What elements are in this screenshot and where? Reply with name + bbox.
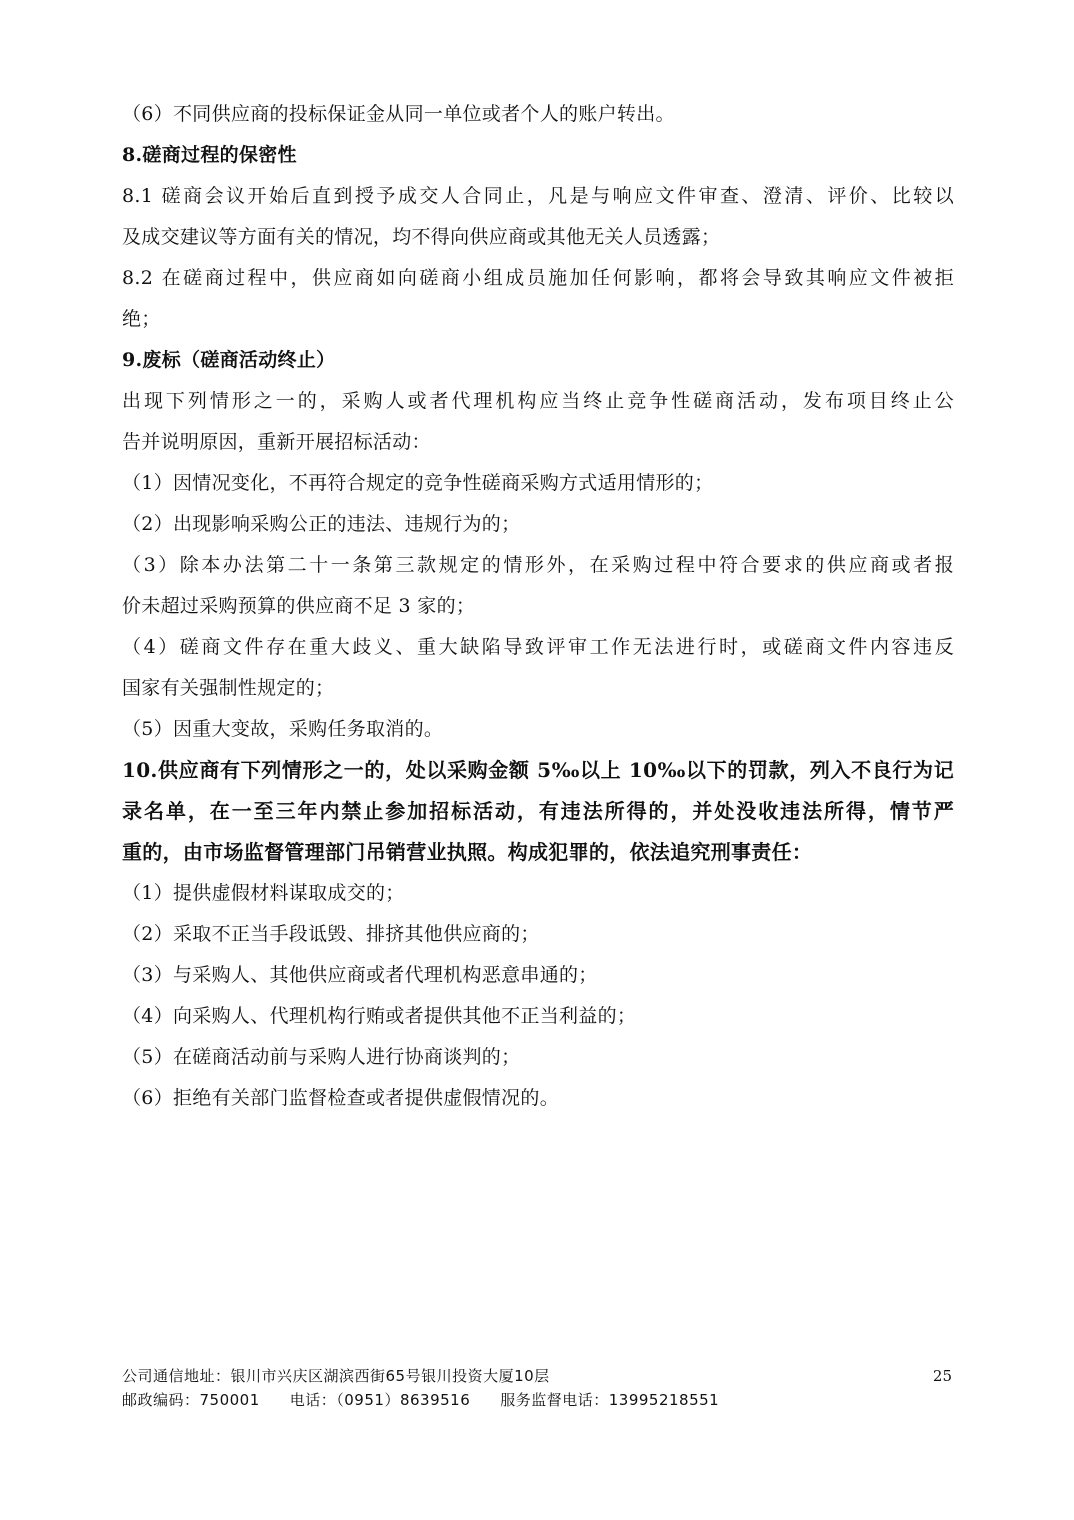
page-number: 25 <box>932 1367 952 1385</box>
list-item: （5）在磋商活动前与采购人进行协商谈判的； <box>122 1046 521 1068</box>
list-item: （2）采取不正当手段诋毁、排挤其他供应商的； <box>122 923 540 945</box>
list-item: （5）因重大变故，采购任务取消的。 <box>122 718 444 740</box>
text-line: （6）不同供应商的投标保证金从同一单位或者个人的账户转出。 <box>122 103 675 125</box>
section-heading-penalties: 10.供应商有下列情形之一的，处以采购金额 5‰以上 10‰以下的罚款，列入不良行为记 <box>122 758 954 782</box>
section-heading-bid-cancellation: 9.废标（磋商活动终止） <box>122 349 336 371</box>
page-footer <box>122 1364 954 1412</box>
footer-address: 公司通信地址：银川市兴庆区湖滨西街65号银川投资大厦10层 <box>122 1367 550 1385</box>
document-body <box>122 94 954 1119</box>
footer-postal-code: 邮政编码：750001 <box>122 1391 260 1409</box>
list-item: （3）与采购人、其他供应商或者代理机构恶意串通的； <box>122 964 598 986</box>
text-line: 及成交建议等方面有关的情况，均不得向供应商或其他无关人员透露； <box>122 226 721 248</box>
section-heading-penalties-end: 重的，由市场监督管理部门吊销营业执照。构成犯罪的，依法追究刑事责任： <box>122 840 813 864</box>
text-line: 告并说明原因，重新开展招标活动： <box>122 431 431 453</box>
text-line: 出现下列情形之一的，采购人或者代理机构应当终止竞争性磋商活动，发布项目终止公 <box>122 390 954 412</box>
list-item: （1）提供虚假材料谋取成交的； <box>122 882 405 904</box>
list-item: （6）拒绝有关部门监督检查或者提供虚假情况的。 <box>122 1087 559 1109</box>
text-line: 绝； <box>122 308 161 330</box>
text-line: 8.2 在磋商过程中，供应商如向磋商小组成员施加任何影响，都将会导致其响应文件被拒 <box>122 267 954 289</box>
text-line: 价未超过采购预算的供应商不足 3 家的； <box>122 595 476 617</box>
list-item: （4）向采购人、代理机构行贿或者提供其他不正当利益的； <box>122 1005 637 1027</box>
footer-service-phone: 服务监督电话：13995218551 <box>500 1391 720 1409</box>
list-item: （1）因情况变化，不再符合规定的竞争性磋商采购方式适用情形的； <box>122 472 714 494</box>
section-heading-confidentiality: 8.磋商过程的保密性 <box>122 144 297 166</box>
text-line: 国家有关强制性规定的； <box>122 677 335 699</box>
text-line: 8.1 磋商会议开始后直到授予成交人合同止，凡是与响应文件审查、澄清、评价、比较以 <box>122 185 954 207</box>
section-heading-penalties-cont: 录名单，在一至三年内禁止参加招标活动，有违法所得的，并处没收违法所得，情节严 <box>122 799 954 823</box>
footer-contact-row <box>122 1388 954 1412</box>
footer-phone: 电话：（0951）8639516 <box>289 1391 471 1409</box>
list-item: （4）磋商文件存在重大歧义、重大缺陷导致评审工作无法进行时，或磋商文件内容违反 <box>122 636 954 658</box>
list-item: （3）除本办法第二十一条第三款规定的情形外，在采购过程中符合要求的供应商或者报 <box>122 554 954 576</box>
list-item: （2）出现影响采购公正的违法、违规行为的； <box>122 513 521 535</box>
